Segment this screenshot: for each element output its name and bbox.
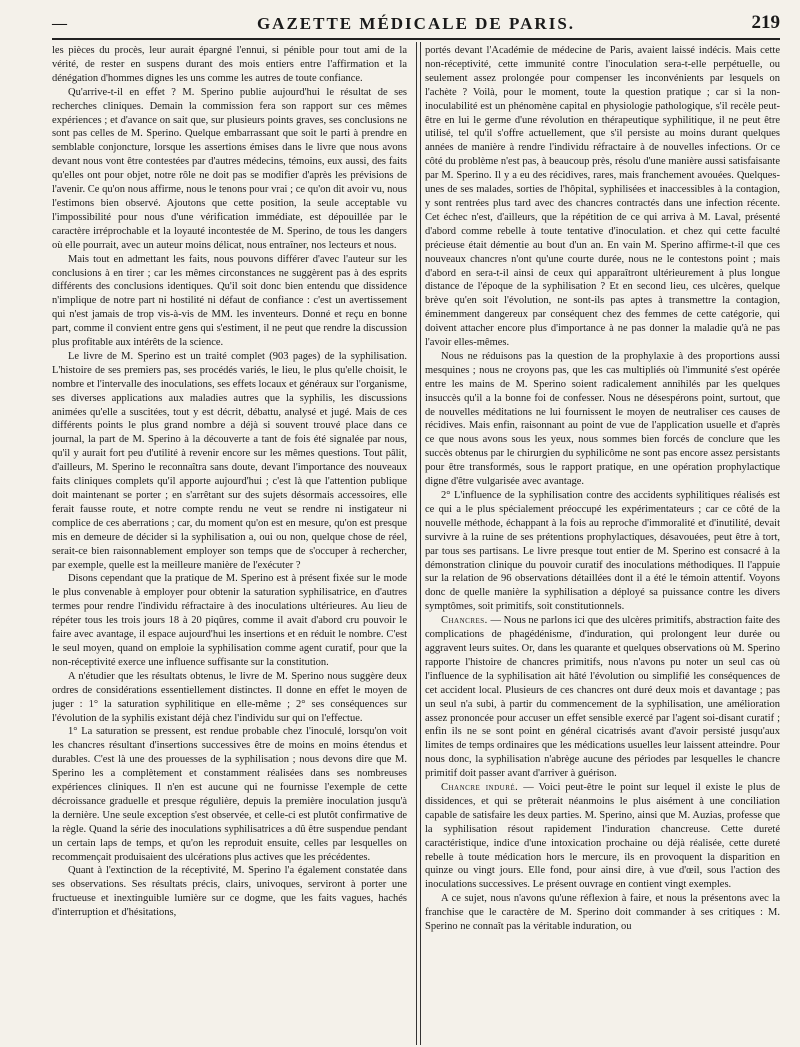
column-divider: [416, 42, 421, 1045]
paragraph: [52, 725, 407, 864]
left-column: [52, 40, 416, 1045]
paragraph: [52, 864, 407, 920]
paragraph-text: A ce sujet, nous n'avons qu'une réflexion à faire, et nous la présentons avec la franchise que le caractère de M. Sperino doit commander à ses critiques : M. Sperino ne connaît pas la véritable induration, ou: [425, 893, 780, 933]
paragraph: [52, 350, 407, 573]
paragraph-text: Disons cependant que la pratique de M. Sperino est à présent fixée sur le mode le plus convenable à employer pour obtenir la saturation syphilisatrice, en d'autres termes pour rendre l'individu réfractaire à des inoculations ultérieures. Au lieu de répéter tous les trois jours 18 à 20 piqûres, comme il avait d'abord cru pouvoir le faire avec avantage, il espace aujourd'hui les insertions et en réduit le nombre. C'est le seul moyen, quand on emploie la syphilisation comme agent curatif, pour que la non-réceptivité exerce une influence suffisante sur la constitution.: [52, 573, 407, 668]
paragraph: [425, 350, 780, 489]
section-label: Chancre induré.: [441, 782, 519, 794]
paragraph-text: 2° L'influence de la syphilisation contre des accidents syphilitiques réalisés est ce qui a le plus spécialement préoccupé les expérimentateurs ; car ce côté de la nouvelle méthode, échappant à la fois au reproche d'immoralité et d'inutilité, devait survivre à la ruine de ses prétentions prophylactiques, désavouées, peut être à tort, par tous ses partisans. Le livre presque tout entier de M. Sperino est consacré à la démonstration clinique du pouvoir curatif des inoculations méthodiques. Il l'appuie sur la relation de 96 observations détaillées dont il a été le témoin attentif. Voyons donc de quelle manière la syphilisation a déployé sa puissance contre les divers symptômes, soit primitifs, soit constitutionnels.: [425, 490, 780, 613]
paragraph: [425, 44, 780, 350]
paragraph: [425, 781, 780, 892]
paragraph: [52, 670, 407, 726]
paragraph-text: Quant à l'extinction de la réceptivité, M. Sperino l'a également constatée dans ses observations. Ses résultats précis, clairs, univoques, serviront à porter une fructueuse et inextinguible lumière sur ce dogme, que les faits vagues, hachés d'interruption et d'hésitations,: [52, 865, 407, 919]
paragraph-text: Nous ne réduisons pas la question de la prophylaxie à des proportions aussi mesquines ; nous ne croyons pas, que les cas multipliés où l'immunité s'est opérée entre les mains de M. Sperino soient radicalement annihilés par les quelques insuccès qu'il a la bonne foi de confesser. Nous ne désespérons point, surtout, que de nouvelles méditations ne lui fournissent le moyen de neutraliser ces causes de récidives. Mais enfin, raisonnant au point de vue de l'application usuelle et d'après ce que nous avons sous les yeux, nous sommes bien forcés de conclure que les succès obtenus par le chirurgien du syphilicôme ne sont pas encore assez persistants pour être transformés, sous le rapport pratique, en une opération prophylactique digne d'être vulgarisée avec avantage.: [425, 350, 780, 488]
paragraph-text: Qu'arrive-t-il en effet ? M. Sperino publie aujourd'hui le résultat de ses recherches cliniques. Demain la commission fera son rapport sur ces mêmes expériences ; et d'avance on sait que, sur plusieurs points graves, ses conclusions ne sont pas celles de M. Sperino. Quelque embarrassant que soit le parti à prendre en semblable conjoncture, lorsque les assertions émises dans le livre que nous avons devant nous vont être contestées par d'autres médecins, témoins, eux aussi, des faits qu'elles ont pour objet, notre rôle ne doit pas se modifier d'après les prévisions de l'avenir. Ce qu'on nous affirme, nous le tenons pour vrai ; ce qu'on dit avoir vu, nous l'estimons bien observé. Ajoutons que cette position, la seule acceptable vu l'impossibilité pour nous d'une vérification immédiate, est dépouillée par le caractère irréprochable et la loyauté incontestée de M. Sperino, de tous les dangers où elle pourrait, avec un auteur moins délicat, nous entraîner, nos lecteurs et nous.: [52, 86, 407, 251]
paragraph-text: A n'étudier que les résultats obtenus, le livre de M. Sperino nous suggère deux ordres de considérations essentiellement distinctes. Il donne en effet le moyen de juger : 1° la saturation syphilitique en elle-même ; 2° ses conséquences sur l'évolution de la syphilis existant déjà chez l'individu sur qui on l'effectue.: [52, 670, 407, 724]
paragraph-text: portés devant l'Académie de médecine de Paris, avaient laissé indécis. Mais cette non-réceptivité, cette immunité contre l'inoculation sera-t-elle perpétuelle, ou seulement assez prolongée pour compenser les inconvénients par lesquels on l'achète ? Voilà, pour le moment, toute la question pratique ; car si la non-inoculabilité est un phénomène capital en physiologie pathologique, s'il recèle peut-être en lui le germe d'une révolution en thérapeutique syphilitique, il ne peut être utilisé, tel qu'il s'offre actuellement, que s'il persiste au moins durant quelques années de manière à rendre l'individu réfractaire à de nouvelles infections. Or ce côté du problème n'est pas, à beaucoup près, résolu d'une manière aussi satisfaisante par M. Sperino. Il y a eu des récidives, rares, mais franchement avouées. Quelques-unes de ses malades, sorties de l'hôpital, syphilisées et inaccessibles à la contagion, y sont rentrées plus tard avec des chancres contractés dans une infection récente. Cet échec n'est, d'ailleurs, que la répétition de ce qui arriva à M. Laval, présenté d'abord comme rebelle à toute tentative d'inoculation. et chez qui cette faculté précieuse était démentie au bout d'un an. En vain M. Sperino affirme-t-il que ces nouveaux chancres n'ont qu'une courte durée, nous ne le contestons point ; mais d'abord en sera-t-il ainsi de ceux qui apparaîtront ultérieurement à plus longue distance de l'époque de la syphilisation ? Et en second lieu, ces ulcères, quelque brève qu'en soit l'évolution, ne sont-ils pas aptes à transmettre la contagion, éminemment dangereux par conséquent chez des femmes de cette catégorie, qui doivent attacher encore plus d'importance à ne pas donner la maladie qu'à ne pas l'avoir elles-mêmes.: [425, 45, 780, 349]
section-label: Chancres.: [441, 615, 488, 627]
header-left-mark: —: [52, 16, 67, 32]
paragraph: [425, 489, 780, 614]
paragraph-text: — Voici peut-être le point sur lequel il existe le plus de dissidences, et qui se prêterait néanmoins le plus aisément à une conciliation capable de satisfaire les deux parties. M. Sperino, ainsi que M. Auzias, professe que la syphilisation résout rapidement l'induration chancreuse. Cette dureté caractéristique, indice d'une intoxication prochaine ou déjà réalisée, cette dureté rebelle à toute médication hors le mercure, ils en provoquent la disparition en quinze ou vingt jours. Elle fond, pour ainsi dire, à vue d'œil, sous l'action des inoculations successives. Le présent ouvrage en contient vingt exemples.: [425, 782, 780, 891]
page-header: [52, 0, 780, 40]
page-number: 219: [751, 12, 780, 33]
paragraph-text: Mais tout en admettant les faits, nous pouvons différer d'avec l'auteur sur les conclusions à en tirer ; car les mêmes circonstances ne suggèrent pas à des esprits différents des conclusions identiques. Qu'il soit donc bien entendu que dissidence n'implique de notre part ni hostilité ni défaut de confiance : c'est un avertissement qui n'est jamais de trop vis-à-vis de MM. les inventeurs. Donné et reçu en bonne part, comme il convient entre gens qui s'estiment, il ne peut que rendre la discussion plus profitable aux intérêts de la science.: [52, 253, 407, 349]
paragraph: [52, 86, 407, 253]
paragraph-text: — Nous ne parlons ici que des ulcères primitifs, abstraction faite des complications de phagédénisme, d'induration, qui prolongent leur durée ou aggravent leurs suites. Or, dans les quarante et quelques observations où M. Sperino rapporte l'histoire de chancres primitifs, nous n'avons pu noter un seul cas où l'influence de la syphilisation ait hâté l'évolution ou simplifié les conséquences de cet accident local. Plusieurs de ces chancres ont duré deux mois et davantage ; pas un seul n'a subi, à partir du commencement de la syphilisation, une amélioration assez prononcée pour accuser un effet sensible exercé par l'agent soi-disant curatif ; enfin ils ne se sont point en général cicatrisés avant d'avoir persisté jusqu'aux limites de temps ordinaires que les médications usuelles leur laissent atteindre. Pour nous donc, la syphilisation n'abrège aucune des périodes par lesquelles le chancre primitif doit passer avant d'arriver à guérison.: [425, 615, 780, 780]
right-column: [416, 40, 780, 1045]
paragraph-text: 1° La saturation se pressent, est rendue probable chez l'inoculé, lorsqu'on voit les chancres résultant d'insertions successives être de moins en moins étendus et durables. C'est là une des prouesses de la syphilisation ; nous devons dire que M. Sperino les a complètement et constamment réalisées dans ses nombreuses expériences cliniques. Il n'en est aucune qui ne fournisse l'exemple de cette décroissance graduelle et presque régulière, depuis la première inoculation jusqu'à la dernière. Une seule exception s'est observée, et celle-ci est plutôt confirmative de la règle. Quand la série des inoculations syphilisatrices a dû être suspendue pendant un certain laps de temps, et qu'on les reproduit ensuite, celles par lesquelles on recommençait produisaient des ulcérations plus actives que les précédentes.: [52, 726, 407, 863]
paragraph: [52, 572, 407, 669]
paragraph: [425, 614, 780, 781]
paragraph-text: les pièces du procès, leur aurait épargné l'ennui, si pénible pour tout ami de la vérité, de rester en suspens durant des mois entiers entre l'affirmation et la dénégation d'hommes dignes les uns comme les autres de toute confiance.: [52, 45, 407, 84]
paragraph: [52, 253, 407, 350]
text-columns: [52, 40, 780, 1045]
paragraph-text: Le livre de M. Sperino est un traité complet (903 pages) de la syphilisation. L'histoire de ses premiers pas, ses procédés variés, le lieu, le plus qu'elle choisit, le nombre et l'intervalle des inoculations, ses effets locaux et généraux sur l'organisme, ses diverses applications aux maladies autres que la syphilis, les discussions animées qu'elle a suscitées, tout y est décrit, débattu, analysé et jugé. Mais de ces différents points le plus grand nombre a déjà si souvent trouvé place dans ce journal, la part de M. Sperino à la découverte a tant de fois été signalée par nous, qu'il y aurait fort peu d'utilité à revenir encore sur les mêmes questions. Tout pâlit, d'ailleurs, M. Sperino le reconnaîtra sans doute, devant l'importance des nouveaux faits cliniques complets qu'il apporte aujourd'hui ; c'est là que l'attention publique doit maintenant se porter ; en s'arrêtant sur des sujets désormais accessoires, elle ferait fausse route, et notre compte rendu ne veut se rendre ni instigateur ni complice de ces aberrations ; car, du moment qu'on est en mesure, qu'on est presque mis en demeure de décider si la syphilisation a, oui ou non, quelque chose de réel, serait-ce bien raisonnablement employer son temps que de s'occuper à rechercher, par exemple, quelle est la meilleure manière de l'exécuter ?: [52, 350, 407, 571]
journal-title: GAZETTE MÉDICALE DE PARIS.: [256, 14, 576, 33]
paragraph: [425, 892, 780, 934]
paragraph: [52, 44, 407, 86]
